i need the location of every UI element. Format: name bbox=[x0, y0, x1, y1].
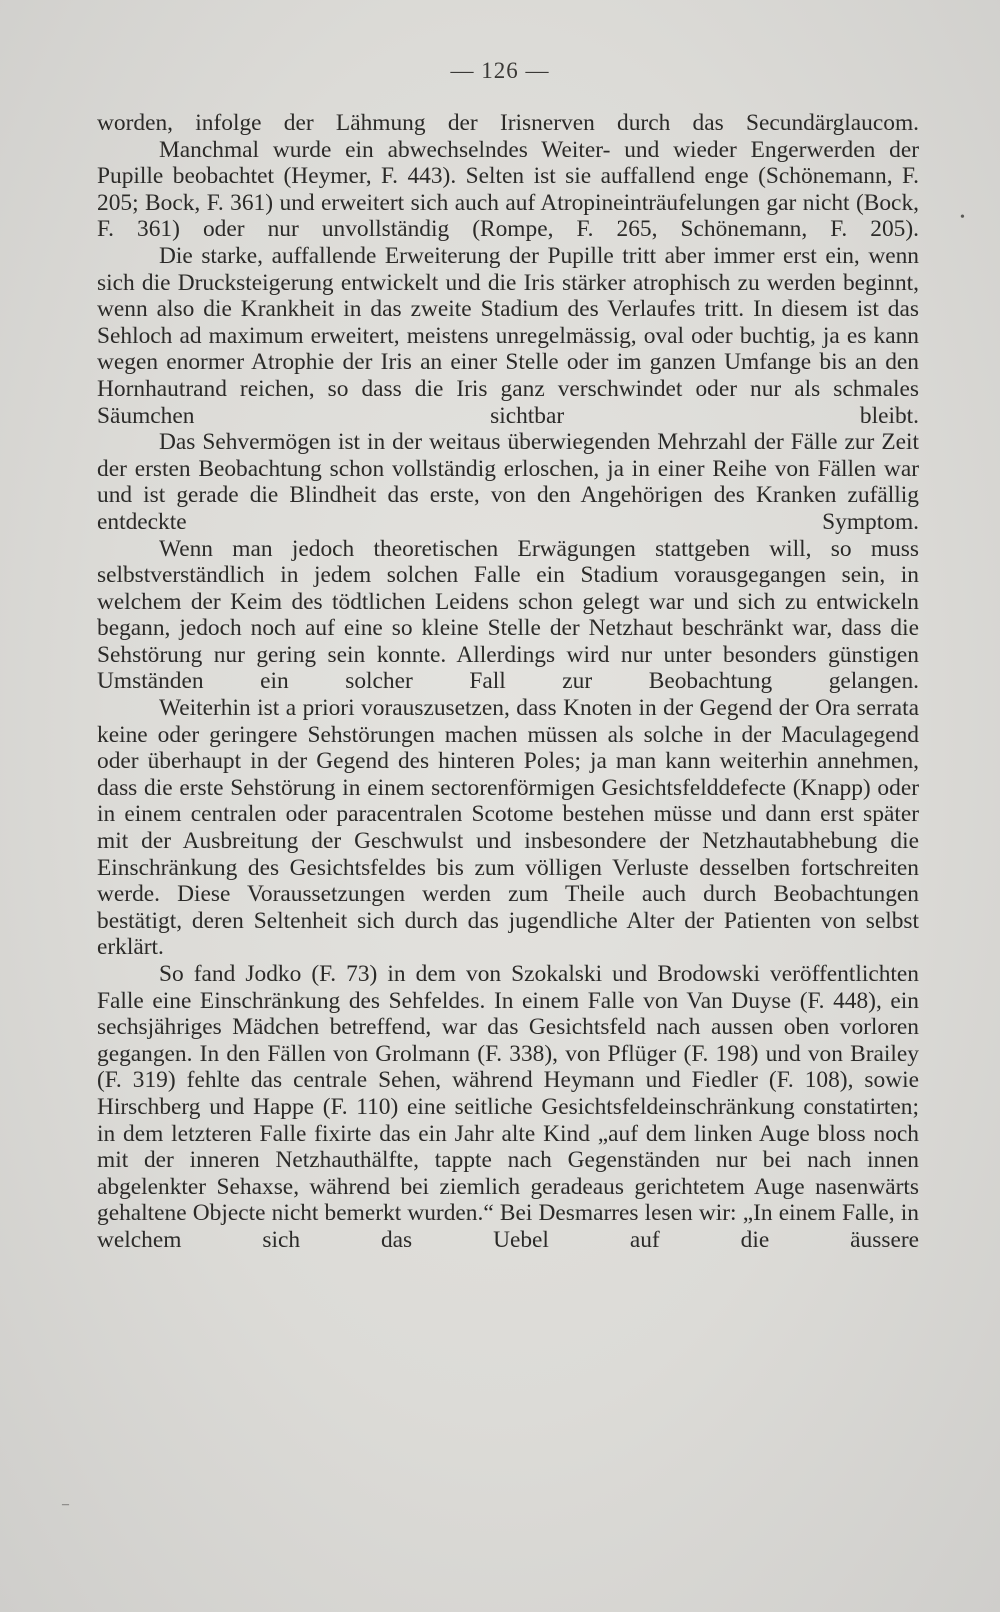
paragraph-7: So fand Jodko (F. 73) in dem von Szokalski und Brodowski veröffentlichten Falle eine Einschränkung des Sehfeldes. In einem Falle von Van Duyse (F. 448), ein sechsjähriges Mädchen betreffend, war das Gesichtsfeld nach aussen oben vorloren gegangen. In den Fällen von Grolmann (F. 338), von Pflüger (F. 198) und von Brailey (F. 319) fehlte das centrale Sehen, während Heymann und Fiedler (F. 108), sowie Hirschberg und Happe (F. 110) eine seitliche Gesichtsfeldeinschränkung constatirten; in dem letzteren Falle fixirte das ein Jahr alte Kind „auf dem linken Auge bloss noch mit der inneren Netzhauthälfte, tappte nach Gegenständen nur bei nach innen abgelenkter Sehaxse, während bei ziemlich geradeaus gerichtetem Auge nasenwärts gehaltene Objecte nicht bemerkt wurden.“ Bei Desmarres lesen wir: „In einem Falle, in welchem sich das Uebel auf die äussere bbox=[97, 961, 919, 1253]
body-text bbox=[97, 110, 919, 1254]
paragraph-5: Wenn man jedoch theoretischen Erwägungen stattgeben will, so muss selbstverständlich in jedem solchen Falle ein Stadium vorausgegangen sein, in welchem der Keim des tödtlichen Leidens schon gelegt war und sich zu entwickeln begann, jedoch noch auf eine so kleine Stelle der Netzhaut beschränkt war, dass die Sehstörung nur gering sein konnte. Allerdings wird nur unter besonders günstigen Umständen ein solcher Fall zur Beobachtung gelangen. bbox=[97, 535, 919, 695]
margin-dash-mark: – bbox=[62, 1497, 69, 1512]
paragraph-2: Manchmal wurde ein abwechselndes Weiter- und wieder Engerwerden der Pupille beobachtet (Heymer, F. 443). Selten ist sie auffallend enge (Schönemann, F. 205; Bock, F. 361) und erweitert sich auch auf Atropineinträufelungen gar nicht (Bock, F. 361) oder nur unvollständig (Rompe, F. 265, Schönemann, F. 205). bbox=[97, 136, 919, 243]
margin-dot-mark: • bbox=[960, 210, 965, 225]
paragraph-3: Die starke, auffallende Erweiterung der Pupille tritt aber immer erst ein, wenn sich die Drucksteigerung entwickelt und die Iris stärker atrophisch zu werden beginnt, wenn also die Krankheit in das zweite Stadium des Verlaufes tritt. In diesem ist das Sehloch ad maximum erweitert, meistens unregelmässig, oval oder buchtig, ja es kann wegen enormer Atrophie der Iris an einer Stelle oder im ganzen Umfange bis an den Hornhautrand reichen, so dass die Iris ganz verschwindet oder nur als schmales Säumchen sichtbar bleibt. bbox=[97, 242, 919, 429]
paragraph-1: worden, infolge der Lähmung der Irisnerven durch das Secundärglaucom. bbox=[97, 110, 919, 136]
paragraph-6: Weiterhin ist a priori vorauszusetzen, dass Knoten in der Gegend der Ora serrata keine oder geringere Sehstörungen machen müssen als solche in der Maculagegend oder überhaupt in der Gegend des hinteren Poles; ja man kann weiterhin annehmen, dass die erste Sehstörung in einem sectorenförmigen Gesichtsfelddefecte (Knapp) oder in einem centralen oder paracentralen Scotome bestehen müsse und dann erst später mit der Ausbreitung der Geschwulst und insbesondere der Netzhautabhebung die Einschränkung des Gesichtsfeldes bis zum völligen Verluste desselben fortschreiten werde. Diese Voraussetzungen werden zum Theile auch durch Beobachtungen bestätigt, deren Seltenheit sich durch das jugendliche Alter der Patienten von selbst erklärt. bbox=[97, 695, 919, 961]
page-number: — 126 — bbox=[450, 58, 550, 83]
paragraph-4: Das Sehvermögen ist in der weitaus überwiegenden Mehrzahl der Fälle zur Zeit der ersten Beobachtung schon vollständig erloschen, ja in einer Reihe von Fällen war und ist gerade die Blindheit das erste, von den Angehörigen des Kranken zufällig entdeckte Symptom. bbox=[97, 429, 919, 535]
